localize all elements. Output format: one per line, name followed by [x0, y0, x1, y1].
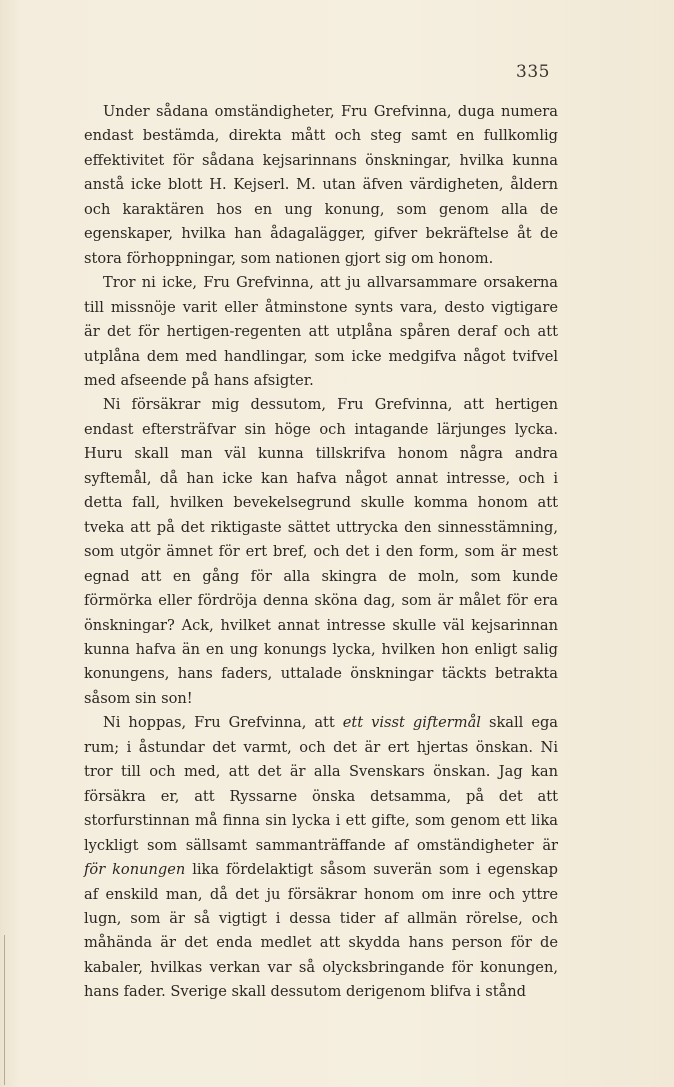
paragraph-3: Ni försäkrar mig dessutom, Fru Grefvinna, att hertigen endast eftersträfvar sin höge och intagande lärjunges lycka. Huru skall man väl kunna tillskrifva honom några andra syftemål, då han icke kan hafva något annat intresse, och i detta fall, hvilken bevekelsegrund skulle komma honom att tveka att på det riktigaste sättet uttrycka den sinnesstämning, som utgör ämnet för ert bref, och det i den form, som är mest egnad att en gång för alla skingra de moln, som kunde förmörka eller fördröja denna sköna dag, som är målet för era önskningar? Ack, hvilket annat intresse skulle väl kejsarinnan kunna hafva än en ung konungs lycka, hvilken hon enligt salig konungens, hans faders, uttalade önskningar täckts betrakta såsom sin son!: [84, 396, 558, 707]
paragraph-1: Under sådana omständigheter, Fru Grefvinna, duga numera endast bestämda, direkta mått och steg samt en fullkomlig effektivitet för sådana kejsarinnans önskningar, hvilka kunna anstå icke blott H. Kejserl. M. utan äfven värdigheten, åldern och karaktären hos en ung konung, som genom alla de egenskaper, hvilka han ådagalägger, gifver bekräftelse åt de stora förhoppningar, som nationen gjort sig om honom.: [84, 103, 558, 267]
paragraph-4: [84, 711, 558, 1004]
body-text: [84, 100, 558, 1005]
paragraph-4-text-b: skall ega rum; i åstundar det varmt, och det är ert hjertas önskan. Ni tror till och med, att det är alla Svenskars önskan. Jag kan försäkra er, att Ryssarne önska detsamma, på det att storfurstinnan må finna sin lycka i ett gifte, som genom ett lika lyckligt som sällsamt sammanträffande af omständigheter är: [84, 714, 559, 854]
paragraph-2: Tror ni icke, Fru Grefvinna, att ju allvarsammare orsakerna till missnöje varit eller åtminstone synts vara, desto vigtigare är det för hertigen-regenten att utplåna spåren deraf och att utplåna dem med handlingar, som icke medgifva något tvifvel med afseende på hans afsigter.: [84, 274, 558, 389]
paragraph-4-italic-a: ett visst giftermål: [342, 714, 481, 732]
binding-edge-line: [4, 935, 5, 1085]
paragraph-4-text-c: lika fördelaktigt såsom suverän som i egenskap af enskild man, då det ju försäkrar honom om inre och yttre lugn, som är så vigtigt i dessa tider af allmän rörelse, och måhända är det enda medlet att skydda hans person för de kabaler, hvilkas verkan var så olycksbringande för konungen, hans fader. Sverige skall dessutom derigenom blifva i stånd: [84, 861, 559, 1001]
paragraph-4-text-a: Ni hoppas, Fru Grefvinna, att: [103, 714, 343, 732]
page-number: 335: [516, 62, 550, 82]
paragraph-4-italic-b: för konungen: [84, 861, 186, 879]
